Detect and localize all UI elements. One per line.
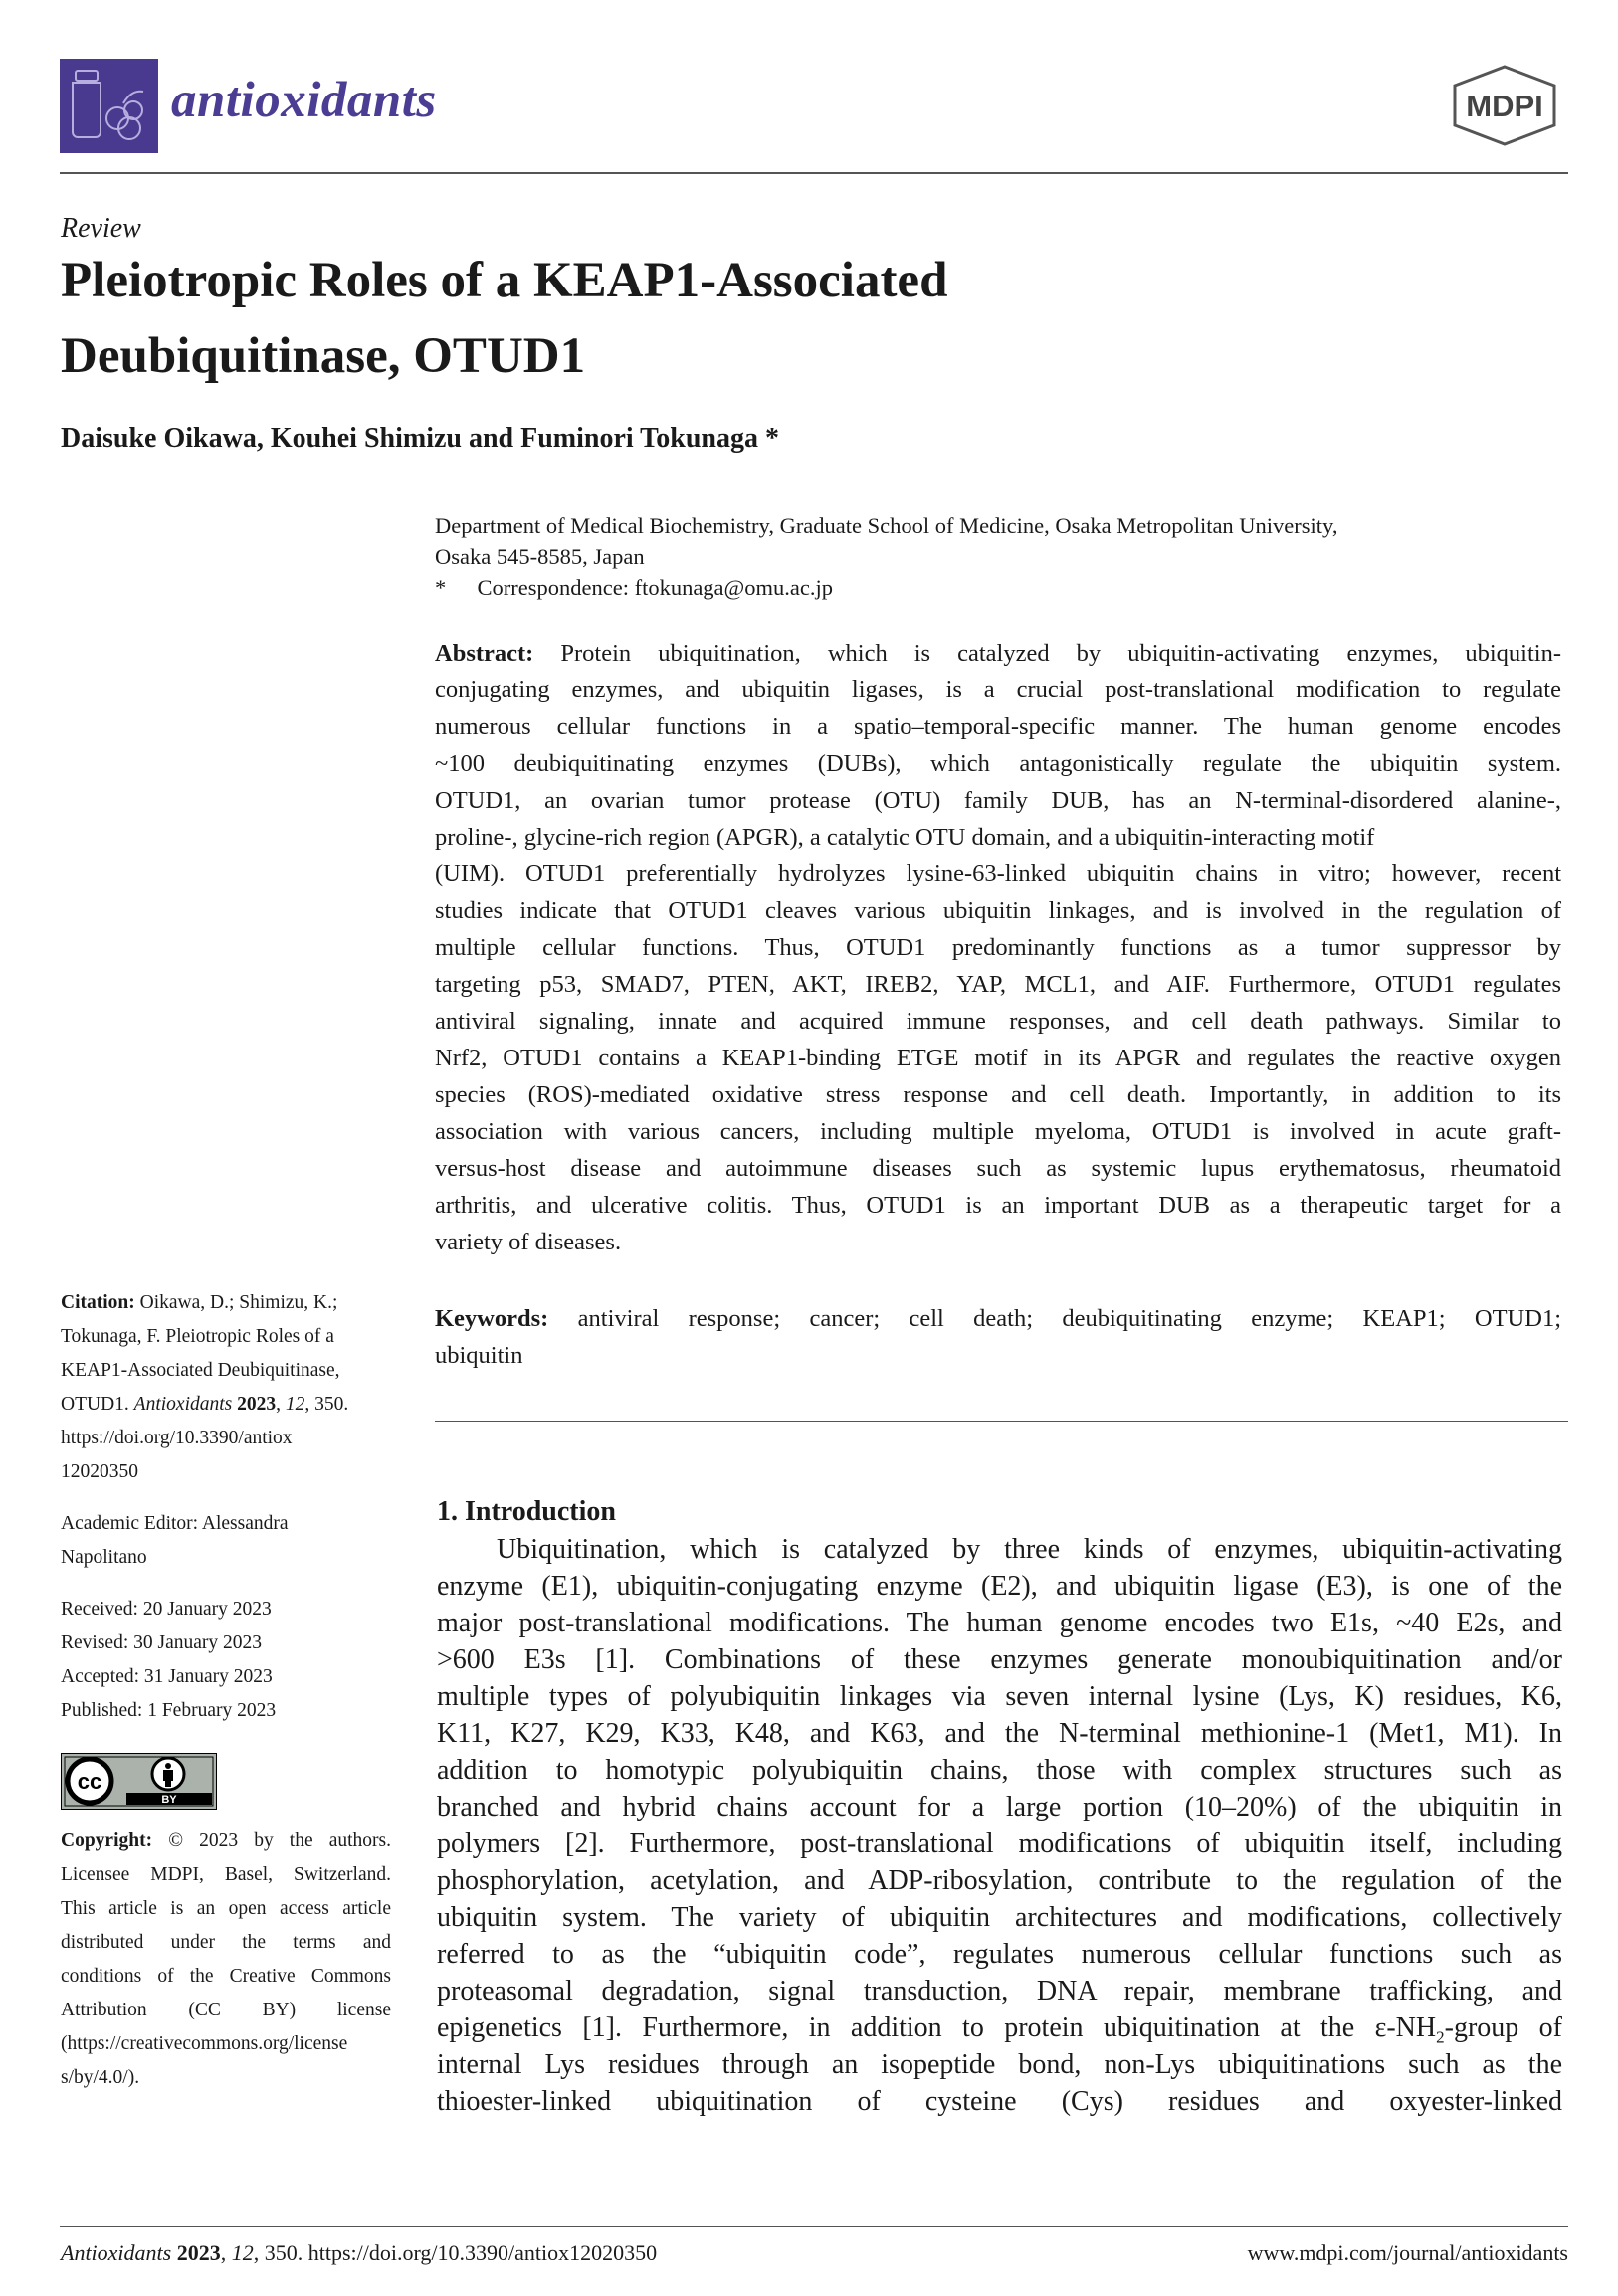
- journal-logo-icon: [60, 59, 158, 153]
- author-list: Daisuke Oikawa, Kouhei Shimizu and Fuminori Tokunaga *: [61, 423, 779, 454]
- mdpi-logo[interactable]: [1443, 64, 1567, 147]
- citation-doi-link[interactable]: https://doi.org/10.3390/antiox: [61, 1428, 293, 1448]
- abstract-line: multiple cellular functions. Thus, OTUD1 predominantly functions as a tumor suppressor by: [435, 934, 1561, 961]
- abstract-line: targeting p53, SMAD7, PTEN, AKT, IREB2, YAP, MCL1, and AIF. Furthermore, OTUD1 regulates: [435, 971, 1561, 998]
- mdpi-logo-icon: [1443, 64, 1567, 147]
- keywords-line: ubiquitin: [435, 1342, 523, 1369]
- body-line: major post-translational modifications. The human genome encodes two E1s, ~40 E2s, and: [437, 1608, 1562, 1638]
- affiliation-line-1: Department of Medical Biochemistry, Graduate School of Medicine, Osaka Metropolitan University,: [435, 513, 1338, 538]
- keywords-line: Keywords: antiviral response; cancer; cell death; deubiquitinating enzyme; KEAP1; OTUD1;: [435, 1305, 1562, 1332]
- abstract-line: conjugating enzymes, and ubiquitin ligases, is a crucial post-translational modification to regulate: [435, 676, 1561, 703]
- abstract-line: species (ROS)-mediated oxidative stress response and cell death. Importantly, in addition to its: [435, 1081, 1561, 1108]
- abstract-line: Abstract: Protein ubiquitination, which is catalyzed by ubiquitin-activating enzymes, ubiquitin-: [435, 640, 1561, 667]
- abstract-line: arthritis, and ulcerative colitis. Thus, OTUD1 is an important DUB as a therapeutic target for a: [435, 1192, 1561, 1219]
- copyright-line: Licensee MDPI, Basel, Switzerland.: [61, 1864, 391, 1885]
- body-line: referred to as the “ubiquitin code”, regulates numerous cellular functions such as: [437, 1939, 1562, 1970]
- body-line: epigenetics [1]. Furthermore, in addition to protein ubiquitination at the $\varepsilon-NH_2$-group of: [437, 2012, 1562, 2047]
- body-line: Ubiquitination, which is catalyzed by three kinds of enzymes, ubiquitin-activating: [497, 1534, 1562, 1565]
- copyright-line: This article is an open access article: [61, 1898, 391, 1919]
- footer-doi-link[interactable]: , 350. https://doi.org/10.3390/antiox12020350: [253, 2240, 658, 2265]
- body-line: ubiquitin system. The variety of ubiquitin architectures and modifications, collectively: [437, 1902, 1562, 1933]
- mdpi-logo-text: MDPI: [1466, 89, 1543, 123]
- citation-doi-link[interactable]: 12020350: [61, 1461, 138, 1482]
- cc-by-license-badge[interactable]: [61, 1753, 217, 1810]
- license-link[interactable]: (https://creativecommons.org/license: [61, 2033, 348, 2054]
- body-line: phosphorylation, acetylation, and ADP-ribosylation, contribute to the regulation of the: [437, 1865, 1562, 1896]
- abstract-line: (UIM). OTUD1 preferentially hydrolyzes lysine-63-linked ubiquitin chains in vitro; however, recent: [435, 861, 1561, 887]
- citation-line: Tokunaga, F. Pleiotropic Roles of a: [61, 1326, 334, 1347]
- academic-editor: Napolitano: [61, 1547, 147, 1568]
- abstract-line: versus-host disease and autoimmune diseases such as systemic lupus erythematosus, rheumatoid: [435, 1155, 1561, 1182]
- abstract-line: association with various cancers, including multiple myeloma, OTUD1 is involved in acute graft-: [435, 1118, 1561, 1145]
- copyright-line: conditions of the Creative Commons: [61, 1966, 391, 1987]
- abstract-line: proline-, glycine-rich region (APGR), a catalytic OTU domain, and a ubiquitin-interacting motif: [435, 824, 1375, 851]
- copyright-label: Copyright:: [61, 1830, 153, 1851]
- body-line: multiple types of polyubiquitin linkages via seven internal lysine (Lys, K) residues, K6,: [437, 1681, 1562, 1712]
- copyright-line: Attribution (CC BY) license: [61, 2000, 391, 2020]
- header-divider: [60, 172, 1568, 174]
- citation-line: Citation: Oikawa, D.; Shimizu, K.;: [61, 1292, 338, 1313]
- abstract-line: ~100 deubiquitinating enzymes (DUBs), which antagonistically regulate the ubiquitin system.: [435, 750, 1561, 777]
- svg-text:cc: cc: [77, 1769, 102, 1794]
- keywords-label: Keywords:: [435, 1305, 549, 1332]
- article-type: Review: [61, 213, 141, 244]
- date-revised: Revised: 30 January 2023: [61, 1632, 263, 1653]
- copyright-line: Copyright: © 2023 by the authors.: [61, 1830, 392, 1851]
- correspondence: [435, 575, 833, 601]
- date-published: Published: 1 February 2023: [61, 1700, 277, 1721]
- footer-journal-url[interactable]: www.mdpi.com/journal/antioxidants: [1247, 2240, 1568, 2265]
- abstract-line: OTUD1, an ovarian tumor protease (OTU) family DUB, has an N-terminal-disordered alanine-,: [435, 787, 1561, 814]
- abstract-line: variety of diseases.: [435, 1229, 622, 1255]
- body-line: enzyme (E1), ubiquitin-conjugating enzyme (E2), and ubiquitin ligase (E3), is one of the: [437, 1571, 1562, 1602]
- abstract-line: studies indicate that OTUD1 cleaves various ubiquitin linkages, and is involved in the regulation of: [435, 897, 1561, 924]
- body-line: >600 E3s [1]. Combinations of these enzymes generate monoubiquitination and/or: [437, 1644, 1562, 1675]
- affiliation-line-2: Osaka 545-8585, Japan: [435, 544, 645, 569]
- footer-citation: Antioxidants 2023, 12, 350. https://doi.org/10.3390/antiox12020350: [61, 2240, 658, 2265]
- date-received: Received: 20 January 2023: [61, 1599, 272, 1620]
- body-line: K11, K27, K29, K33, K48, and K63, and the N-terminal methionine-1 (Met1, M1). In: [437, 1718, 1562, 1749]
- citation-line: KEAP1-Associated Deubiquitinase,: [61, 1360, 340, 1381]
- footer-divider: [60, 2226, 1568, 2227]
- article-title-line-2: Deubiquitinase, OTUD1: [61, 328, 586, 384]
- creative-commons-icon: [61, 1753, 217, 1810]
- abstract-line: Nrf2, OTUD1 contains a KEAP1-binding ETGE motif in its APGR and regulates the reactive oxygen: [435, 1045, 1561, 1071]
- license-link[interactable]: s/by/4.0/).: [61, 2067, 140, 2088]
- license-badge-text: BY: [161, 1794, 177, 1806]
- abstract-line: antiviral signaling, innate and acquired immune responses, and cell death pathways. Similar to: [435, 1008, 1561, 1035]
- article-title-line-1: Pleiotropic Roles of a KEAP1-Associated: [61, 253, 948, 308]
- copyright-line: distributed under the terms and: [61, 1932, 391, 1953]
- academic-editor: Academic Editor: Alessandra: [61, 1513, 289, 1534]
- journal-logo: [60, 59, 158, 153]
- abstract-label: Abstract:: [435, 640, 534, 667]
- date-accepted: Accepted: 31 January 2023: [61, 1666, 273, 1687]
- body-line: branched and hybrid chains account for a large portion (10–20%) of the ubiquitin in: [437, 1792, 1562, 1822]
- abstract-line: numerous cellular functions in a spatio–temporal-specific manner. The human genome encodes: [435, 713, 1561, 740]
- section-heading: 1. Introduction: [437, 1496, 616, 1527]
- section-divider: [435, 1421, 1568, 1422]
- body-line: internal Lys residues through an isopeptide bond, non-Lys ubiquitinations such as the: [437, 2049, 1562, 2080]
- body-line: polymers [2]. Furthermore, post-translational modifications of ubiquitin itself, including: [437, 1828, 1562, 1859]
- body-line: thioester-linked ubiquitination of cysteine (Cys) residues and oxyester-linked: [437, 2086, 1562, 2117]
- citation-label: Citation:: [61, 1292, 135, 1313]
- journal-name[interactable]: antioxidants: [171, 73, 437, 128]
- citation-line: OTUD1. Antioxidants 2023, 12, 350.: [61, 1394, 349, 1415]
- correspondence-email[interactable]: Correspondence: ftokunaga@omu.ac.jp: [477, 575, 833, 600]
- body-line: addition to homotypic polyubiquitin chains, those with complex structures such as: [437, 1755, 1562, 1786]
- correspondence-mark: *: [435, 575, 447, 600]
- body-line: proteasomal degradation, signal transduction, DNA repair, membrane trafficking, and: [437, 1976, 1562, 2007]
